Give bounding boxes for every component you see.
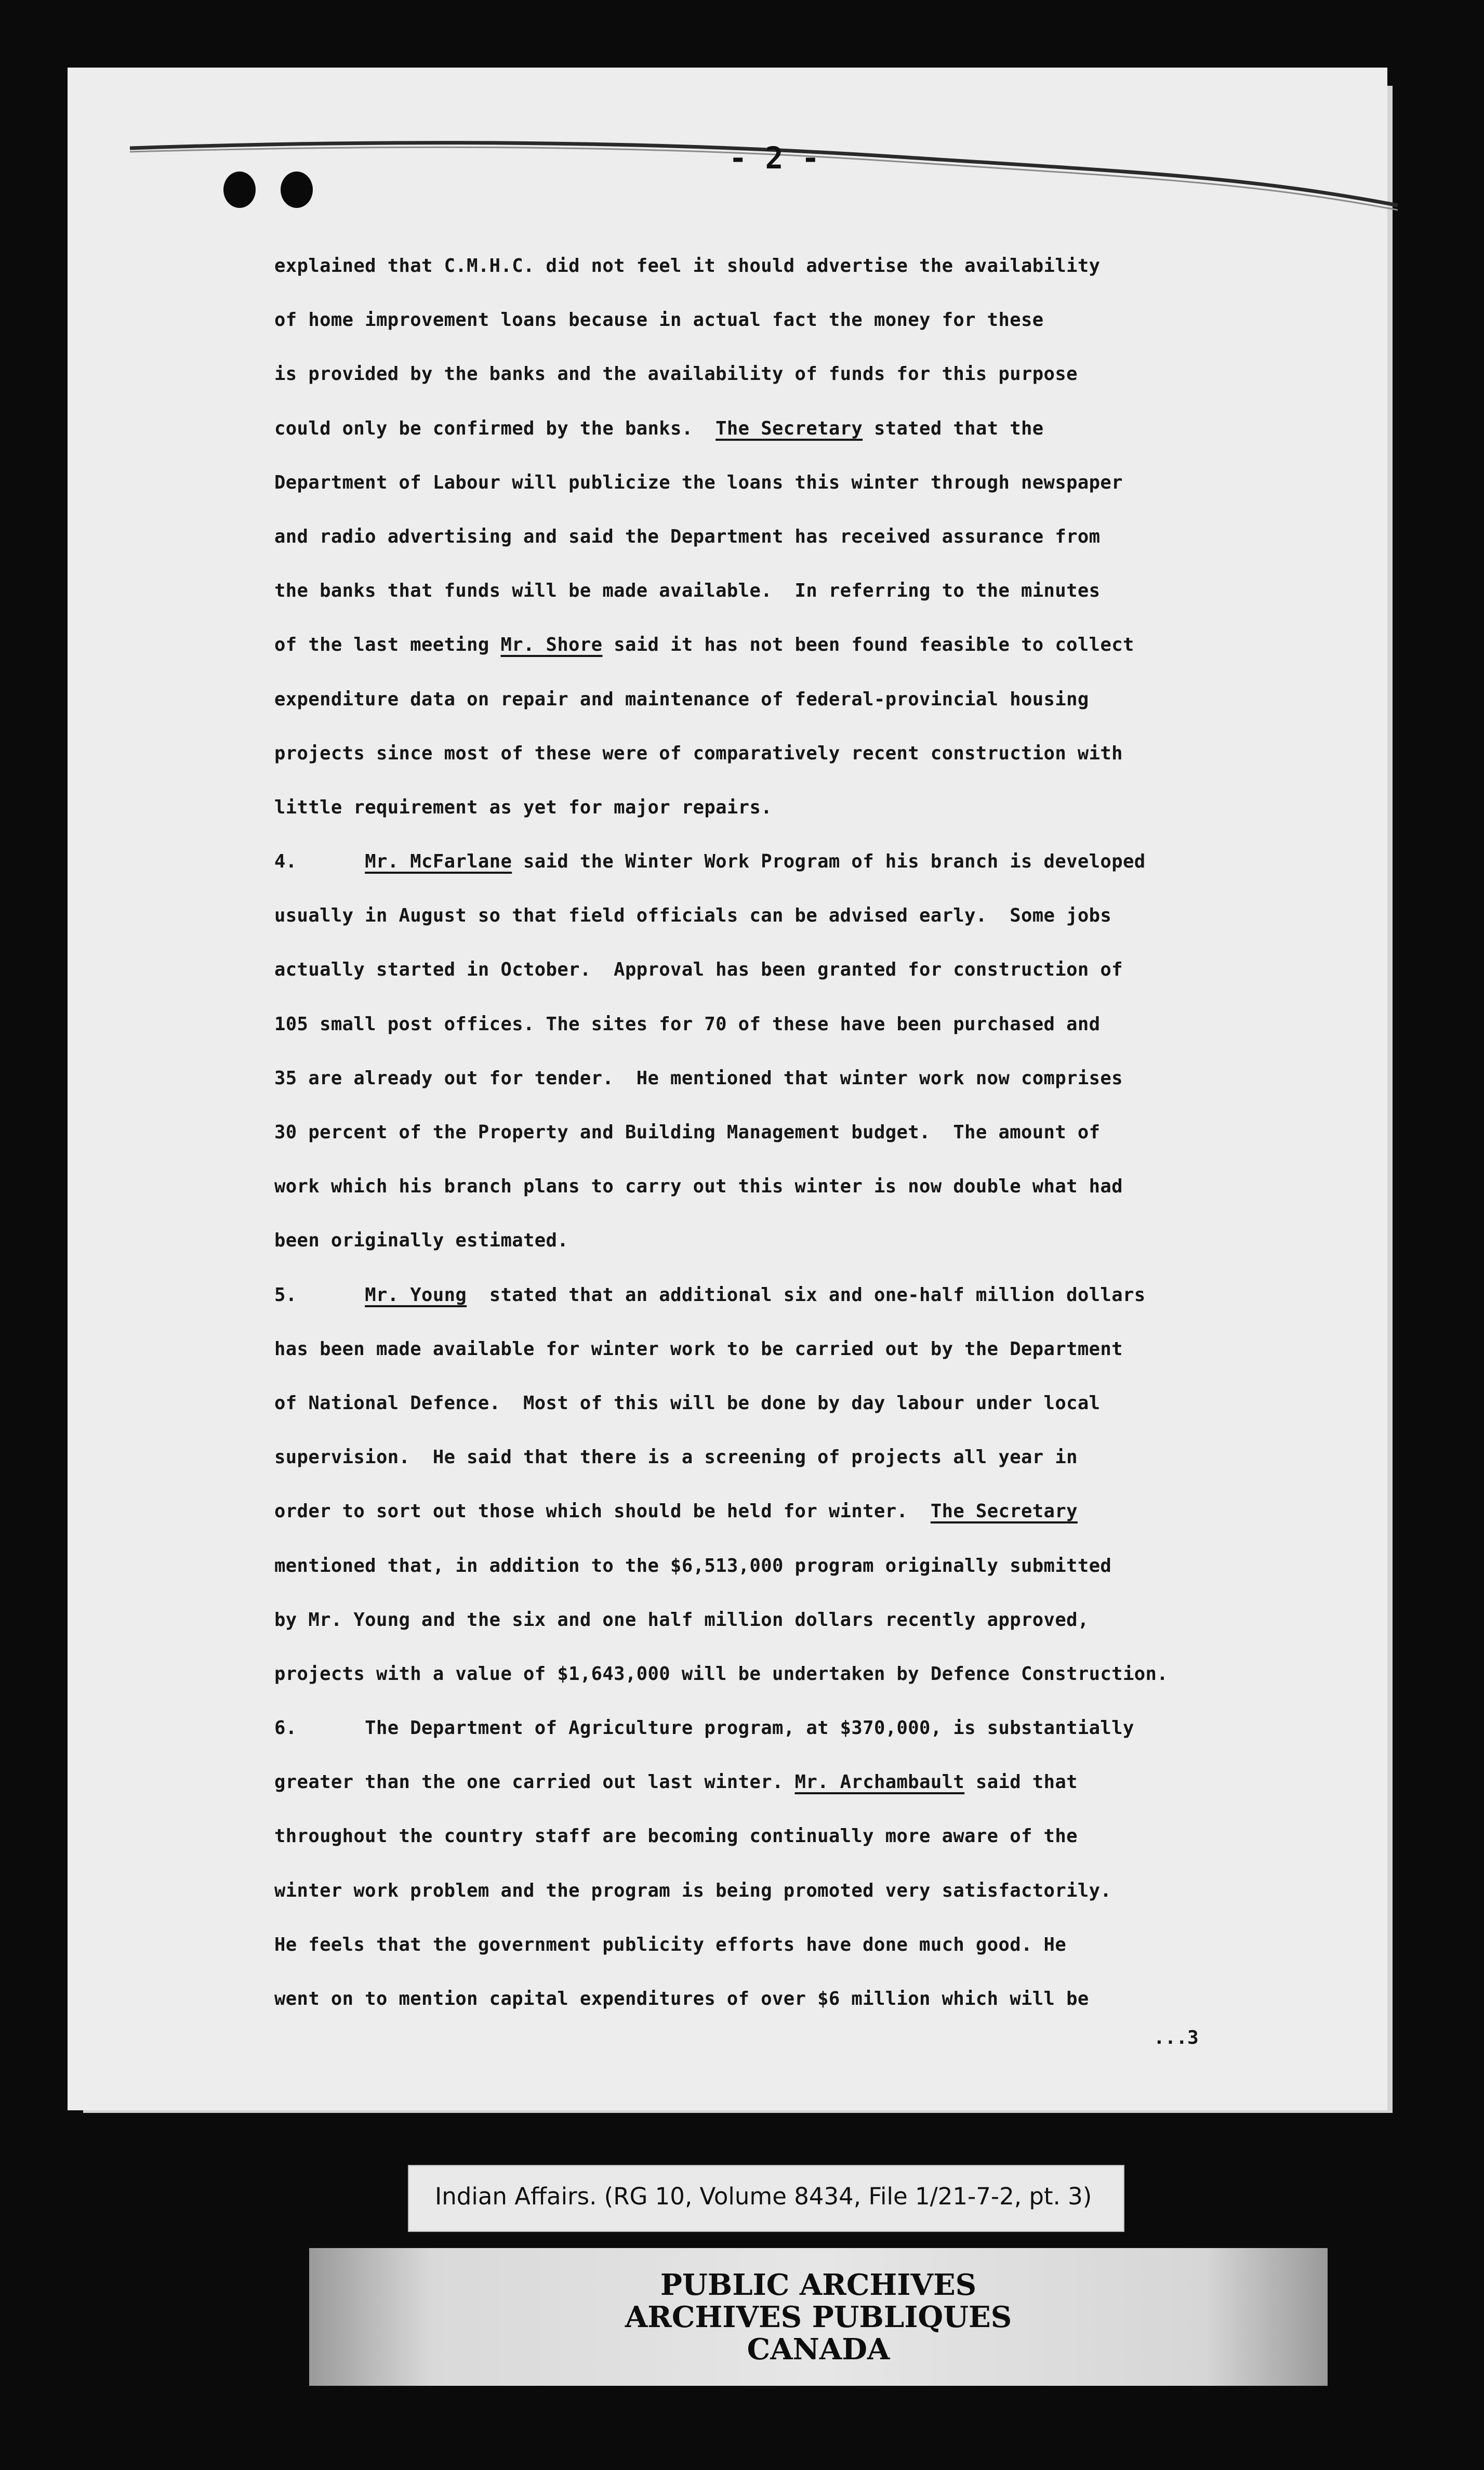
text-line bbox=[274, 1701, 1355, 1755]
page-number: - 2 - bbox=[728, 140, 820, 176]
text-segment: stated that the bbox=[863, 417, 1044, 439]
text-segment: of home improvement loans because in actual fact the money for these bbox=[274, 309, 1044, 331]
text-segment: and radio advertising and said the Department has received assurance from bbox=[274, 525, 1101, 547]
archive-reference: Indian Affairs. (RG 10, Volume 8434, File 1/21-7-2, pt. 3) bbox=[435, 2183, 1092, 2210]
text-segment: greater than the one carried out last winter. bbox=[274, 1771, 795, 1793]
archive-stamp bbox=[309, 2248, 1328, 2386]
text-segment: supervision. He said that there is a screening of projects all year in bbox=[274, 1447, 1078, 1468]
text-segment: explained that C.M.H.C. did not feel it should advertise the availability bbox=[274, 255, 1101, 277]
text-segment: He feels that the government publicity efforts have done much good. He bbox=[274, 1934, 1067, 1955]
punch-hole bbox=[223, 172, 256, 208]
text-line bbox=[274, 1539, 1355, 1593]
text-line bbox=[274, 835, 1355, 889]
text-segment: said the Winter Work Program of his branch is developed bbox=[512, 851, 1146, 873]
text-line bbox=[274, 997, 1355, 1052]
text-line bbox=[274, 1322, 1355, 1376]
text-line bbox=[274, 1214, 1355, 1268]
text-segment: work which his branch plans to carry out this winter is now double what had bbox=[274, 1176, 1123, 1198]
text-segment: little requirement as yet for major repairs. bbox=[274, 796, 773, 818]
text-line bbox=[274, 456, 1355, 510]
text-segment: mentioned that, in addition to the $6,513,000 program originally submitted bbox=[274, 1555, 1112, 1576]
text-line bbox=[274, 1647, 1355, 1701]
punch-hole bbox=[281, 172, 313, 208]
text-segment: 105 small post offices. The sites for 70 of these have been purchased and bbox=[274, 1013, 1101, 1035]
text-line bbox=[274, 1972, 1355, 2026]
text-segment: could only be confirmed by the banks. bbox=[274, 417, 716, 439]
text-line bbox=[274, 1268, 1355, 1322]
text-line bbox=[274, 1593, 1355, 1647]
archive-reference-label bbox=[408, 2165, 1124, 2232]
text-segment: usually in August so that field officials can be advised early. Some jobs bbox=[274, 905, 1112, 927]
text-line bbox=[274, 347, 1355, 401]
text-line bbox=[274, 943, 1355, 997]
text-line bbox=[274, 402, 1355, 456]
text-line bbox=[274, 1106, 1355, 1160]
text-segment: the banks that funds will be made available. In referring to the minutes bbox=[274, 580, 1101, 602]
stamp-line-2: ARCHIVES PUBLIQUES bbox=[625, 2300, 1012, 2334]
text-segment: expenditure data on repair and maintenance of federal-provincial housing bbox=[274, 688, 1089, 710]
text-line bbox=[274, 1376, 1355, 1430]
underlined-speaker: The Secretary bbox=[930, 1501, 1078, 1522]
text-segment: said that bbox=[964, 1771, 1078, 1793]
stamp-line-1: PUBLIC ARCHIVES bbox=[660, 2268, 977, 2302]
stamp-line-3: CANADA bbox=[747, 2332, 890, 2367]
underlined-speaker: Mr. McFarlane bbox=[365, 851, 512, 873]
text-line bbox=[274, 1484, 1355, 1539]
text-segment: said it has not been found feasible to collect bbox=[602, 634, 1134, 656]
text-segment: throughout the country staff are becoming continually more aware of the bbox=[274, 1825, 1078, 1847]
text-line bbox=[274, 564, 1355, 618]
text-segment: 6. The Department of Agriculture program, at $370,000, is substantially bbox=[274, 1717, 1134, 1739]
underlined-speaker: Mr. Archambault bbox=[794, 1771, 965, 1793]
text-line bbox=[274, 1430, 1355, 1484]
text-line bbox=[274, 889, 1355, 943]
text-line bbox=[274, 781, 1355, 835]
text-line bbox=[274, 673, 1355, 727]
text-line bbox=[274, 618, 1355, 672]
text-segment: been originally estimated. bbox=[274, 1230, 569, 1252]
body-text bbox=[274, 239, 1355, 2026]
text-segment: of the last meeting bbox=[274, 634, 501, 656]
underlined-speaker: Mr. Young bbox=[365, 1284, 467, 1306]
text-segment: projects since most of these were of comparatively recent construction with bbox=[274, 742, 1123, 764]
text-line bbox=[274, 1160, 1355, 1214]
text-segment: 5. bbox=[274, 1284, 365, 1306]
text-segment: 35 are already out for tender. He mentioned that winter work now comprises bbox=[274, 1067, 1123, 1089]
text-segment: winter work problem and the program is being promoted very satisfactorily. bbox=[274, 1880, 1112, 1901]
text-segment: 30 percent of the Property and Building Management budget. The amount of bbox=[274, 1122, 1101, 1143]
text-segment: projects with a value of $1,643,000 will be undertaken by Defence Construction. bbox=[274, 1663, 1169, 1685]
text-segment: order to sort out those which should be held for winter. bbox=[274, 1501, 931, 1522]
text-segment: 4. bbox=[274, 851, 365, 873]
text-line bbox=[274, 510, 1355, 564]
text-segment: went on to mention capital expenditures of over $6 million which will be bbox=[274, 1988, 1089, 2009]
text-segment: stated that an additional six and one-half million dollars bbox=[467, 1284, 1146, 1306]
underlined-speaker: Mr. Shore bbox=[500, 634, 603, 656]
text-line bbox=[274, 293, 1355, 347]
text-line bbox=[274, 239, 1355, 293]
text-segment: is provided by the banks and the availability of funds for this purpose bbox=[274, 363, 1078, 385]
text-segment: Department of Labour will publicize the loans this winter through newspaper bbox=[274, 471, 1123, 493]
continuation-marker: ...3 bbox=[1154, 2027, 1199, 2048]
text-segment: actually started in October. Approval has been granted for construction of bbox=[274, 959, 1123, 981]
text-segment: of National Defence. Most of this will be done by day labour under local bbox=[274, 1392, 1101, 1414]
text-line bbox=[274, 1864, 1355, 1918]
text-line bbox=[274, 1809, 1355, 1863]
text-line bbox=[274, 1052, 1355, 1106]
text-segment: has been made available for winter work to be carried out by the Department bbox=[274, 1338, 1123, 1360]
underlined-speaker: The Secretary bbox=[716, 417, 863, 439]
text-line bbox=[274, 1918, 1355, 1972]
text-line bbox=[274, 1755, 1355, 1809]
text-segment: by Mr. Young and the six and one half million dollars recently approved, bbox=[274, 1609, 1089, 1631]
text-line bbox=[274, 727, 1355, 781]
